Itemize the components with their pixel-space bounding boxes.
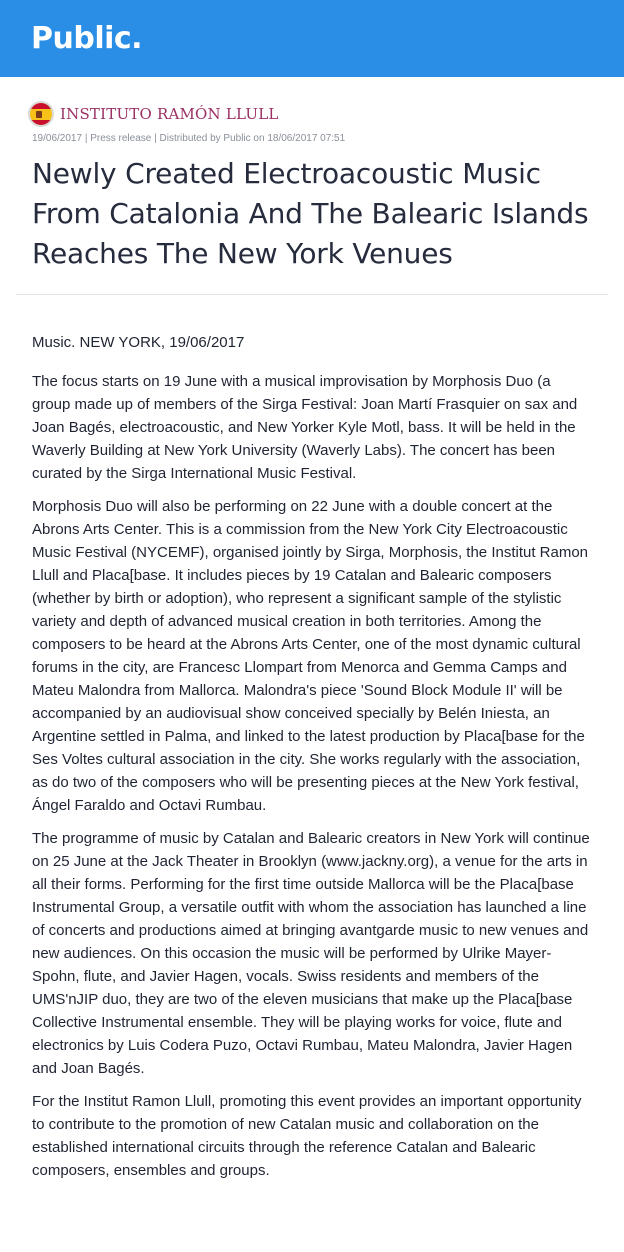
institute-logo-icon[interactable]: [28, 101, 54, 127]
article-paragraph-2: Morphosis Duo will also be performing on 22 June with a double concert at the Abrons Arts Center. This is a commission from the New York City Electroacoustic Music Festival (NYCEMF), organised jointly by Sirga, Morphosis, the Institut Ramon Llull and Placa[base. It includes pieces by 19 Catalan and Balearic composers (whether by birth or adoption), who represent a significant sample of the stylistic variety and depth of advanced musical creation in both territories. Among the composers to be heard at the Abrons Arts Center, one of the most dynamic cultural forums in the city, are Francesc Llompart from Menorca and Gemma Camps and Mateu Malondra from Mallorca. Malondra's piece 'Sound Block Module II' will be accompanied by an audiovisual show conceived specially by Belén Iniesta, an Argentine settled in Palma, and linked to the latest production by Placa[base for the Ses Voltes cultural association in the city. She works regularly with the association, as do two of the composers who will be presenting pieces at the New York festival, Ángel Faraldo and Octavi Rumbau.: [32, 498, 589, 814]
article-header: [0, 77, 624, 274]
logo-dot: .: [131, 21, 143, 56]
public-logo[interactable]: [31, 21, 142, 56]
article-paragraph-4: For the Institut Ramon Llull, promoting this event provides an important opportunity to contribute to the promotion of new Catalan music and collaboration on the established international circuits through the reference Catalan and Balearic composers, ensembles and groups.: [32, 1093, 582, 1179]
top-bar: [0, 0, 624, 77]
article-paragraph-1: The focus starts on 19 June with a musical improvisation by Morphosis Duo (a group made up of members of the Sirga Festival: Joan Martí Frasquier on sax and Joan Bagés, electroacoustic, and New Yorker Kyle Motl, bass. It will be held in the Waverly Building at New York University (Waverly Labs). The concert has been curated by the Sirga International Music Festival.: [32, 373, 578, 482]
logo-text: Public: [31, 21, 132, 56]
org-name-link[interactable]: INSTITUTO RAMÓN LLULL: [60, 105, 279, 123]
article-title: Newly Created Electroacoustic Music From Catalonia And The Balearic Islands Reaches The New York Venues: [32, 157, 589, 270]
org-row: [32, 99, 592, 129]
article-dateline: Music. NEW YORK, 19/06/2017: [32, 334, 245, 351]
article-paragraph-3: The programme of music by Catalan and Balearic creators in New York will continue on 25 June at the Jack Theater in Brooklyn (www.jackny.org), a venue for the arts in all their forms. Performing for the first time outside Mallorca will be the Placa[base Instrumental Group, a versatile outfit with whom the association has launched a line of concerts and productions aimed at bringing avantgarde music to new venues and new audiences. On this occasion the music will be performed by Ulrike Mayer-Spohn, flute, and Javier Hagen, vocals. Swiss residents and members of the UMS'nJIP duo, they are two of the eleven musicians that make up the Placa[base Collective Instrumental ensemble. They will be playing works for voice, flute and electronics by Luis Codera Puzo, Octavi Rumbau, Mateu Malondra, Javier Hagen and Joan Bagés.: [32, 830, 590, 1077]
article-meta: 19/06/2017 | Press release | Distributed by Public on 18/06/2017 07:51: [32, 133, 346, 144]
article-body: [0, 295, 624, 1182]
